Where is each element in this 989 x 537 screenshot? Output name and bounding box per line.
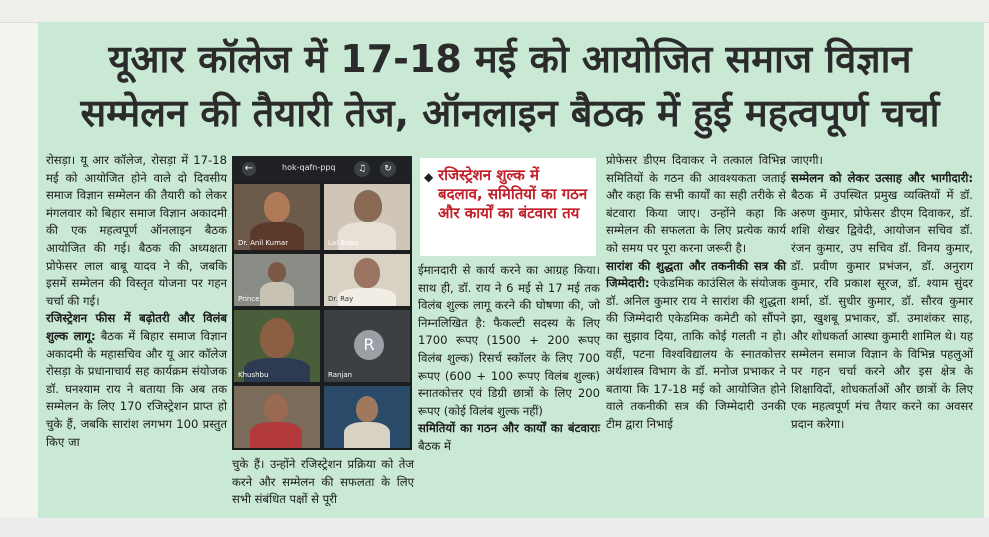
- column-5: [791, 152, 973, 434]
- top-margin: [0, 0, 989, 23]
- column-4-para-1: प्रोफेसर डीएम दिवाकर ने तत्काल विभिन्न समितियों के गठन की आवश्यकता जताई और कहा कि सभी कार्यों का सही तरीके से बंटवारा किया जाए। उन्होंने कहा कि सम्मेलन की सफलता के लिए प्रत्येक कार्य को समय पर पूरा करना जरूरी है।: [606, 153, 786, 255]
- diamond-bullet-icon: ◆: [424, 170, 434, 184]
- column-5-para-1: जाएगी।: [791, 153, 823, 167]
- column-3-para-2: बैठक में: [418, 438, 451, 453]
- pull-quote-box: [420, 158, 596, 256]
- participant-tile: [324, 310, 410, 382]
- column-5-para-2: बैठक में उपस्थित प्रमुख व्यक्तियों में डॉ. अरुण कुमार, प्रोफेसर डीएम दिवाकर, डॉ. शशि शेखर द्विवेदी, आयोजन सचिव डॉ. रंजन कुमार, उप सचिव डॉ. विनय कुमार, डॉ. प्रवीण कुमार प्रभंजन, डॉ. अनुराग कुमार, रवि प्रकाश सूरज, डॉ. श्याम सुंदर शर्मा, डॉ. सुधीर कुमार, डॉ. सौरव कुमार झा, खुशबू प्रभाकर, डॉ. उमाशंकर साह, और शोधकर्ता आस्था कुमारी शामिल थे। यह सम्मेलन समाज विज्ञान के विभिन्न पहलुओं पर गहन चर्चा करने और इस क्षेत्र के शिक्षाविदों, शोधकर्ताओं और छात्रों के लिए एक महत्वपूर्ण मंच तैयार करने का अवसर प्रदान करेगा।: [791, 188, 973, 431]
- column-2-para-1: चुके हैं। उन्होंने रजिस्ट्रेशन प्रक्रिया को तेज करने और सम्मेलन की सफलता के लिए सभी संबंधित पक्षों से पूरी: [232, 457, 414, 507]
- column-1-subheading: रजिस्ट्रेशन फीस में बढ़ोतरी और विलंब शुल्क लागू:: [46, 311, 227, 343]
- column-5-subheading: सम्मेलन को लेकर उत्साह और भागीदारी:: [791, 170, 973, 185]
- participant-name: Lal Babu: [328, 239, 359, 247]
- bottom-margin: [0, 518, 989, 537]
- speaker-icon: ♫: [354, 161, 370, 177]
- meeting-toolbar: [232, 156, 412, 182]
- column-4: [606, 152, 786, 434]
- participant-tile: [234, 310, 320, 382]
- participant-name: Dr. Anil Kumar: [238, 239, 289, 247]
- participant-name: Prince: [238, 295, 260, 303]
- column-1-para-1: रोसड़ा। यू आर कॉलेज, रोसड़ा में 17-18 मई को आयोजित होने वाले दो दिवसीय समाज विज्ञान सम्मेलन की तैयारी को लेकर मंगलवार को बिहार समाज विज्ञान अकादमी की एक महत्वपूर्ण ऑनलाइन बैठक आयोजित की गई। बैठक की अध्यक्षता प्रोफेसर लाल बाबू यादव ने की, जबकि इसमें सम्मेलन की विस्तृत योजना पर गहन चर्चा की गई।: [46, 153, 227, 308]
- headline-line-2: सम्मेलन की तैयारी तेज, ऑनलाइन बैठक में हुई महत्वपूर्ण चर्चा: [80, 91, 940, 135]
- switch-camera-icon: ↻: [380, 161, 396, 177]
- participant-name: Dr. Ray: [328, 295, 354, 303]
- avatar: R: [354, 330, 384, 360]
- column-1-para-2: बैठक में बिहार समाज विज्ञान अकादमी के महासचिव और यू आर कॉलेज रोसड़ा के प्रधानाचार्य सह कार्यक्रम संयोजक डॉ. घनश्याम राय ने बताया कि अब तक सम्मेलन के लिए 170 रजिस्ट्रेशन प्राप्त हो चुके हैं, जबकि सारांश लगभग 100 प्रस्तुत किए जा: [46, 328, 227, 449]
- column-1: [46, 152, 227, 451]
- column-3: [418, 262, 600, 456]
- video-call-screenshot: [232, 156, 412, 450]
- headline: [40, 32, 980, 140]
- column-3-para-1: ईमानदारी से कार्य करने का आग्रह किया। साथ ही, डॉ. राय ने 6 मई से 17 मई तक विलंब शुल्क लागू करने की घोषणा की, जो निम्नलिखित है: फैकल्टी सदस्य के लिए 1700 रूपए (1500 + 200 रूपए विलंब शुल्क) रिसर्च स्कॉलर के लिए 700 रूपए (600 + 100 रूपए विलंब शुल्क) स्नातकोत्तर एवं डिग्री छात्रों के लिए 200 रूपए (कोई विलंब शुल्क नहीं): [418, 263, 600, 418]
- meeting-id: hok-qafn-ppq: [282, 163, 336, 172]
- participant-name: Khushbu: [238, 371, 269, 379]
- headline-line-1: यूआर कॉलेज में 17-18 मई को आयोजित समाज विज्ञान: [108, 37, 912, 81]
- participant-tile: [324, 184, 410, 250]
- participant-tile: [324, 386, 410, 448]
- participant-tile: [234, 254, 320, 306]
- column-2: [232, 456, 414, 509]
- participant-tile: [324, 254, 410, 306]
- back-arrow-icon: ←: [242, 162, 256, 176]
- participant-tile: [234, 386, 320, 448]
- column-4-para-2: एकेडमिक काउंसिल के संयोजक डॉ. अनिल कुमार राय ने सारांश की शुद्धता की जिम्मेदारी एकेडमिक कमेटी को सौंपने का सुझाव दिया, ताकि कोई गलती न हो। वहीं, पटना विश्वविद्यालय के स्नातकोत्तर अर्थशास्त्र विभाग के डॉ. मनोज प्रभाकर ने बताया कि 17-18 मई को आयोजित होने वाले तकनीकी सत्र की जिम्मेदारी उनकी टीम द्वारा निभाई: [606, 276, 786, 431]
- column-3-subheading: समितियों का गठन और कार्यों का बंटवाराः: [418, 421, 600, 436]
- participant-name: Ranjan: [328, 371, 353, 379]
- participant-tile: [234, 184, 320, 250]
- pull-quote: रजिस्ट्रेशन शुल्क में बदलाव, समितियों का गठन और कार्यों का बंटवारा तय: [438, 166, 588, 222]
- column-4-subheading: सारांश की शुद्धता और तकनीकी सत्र की जिम्मेदारी:: [606, 258, 786, 291]
